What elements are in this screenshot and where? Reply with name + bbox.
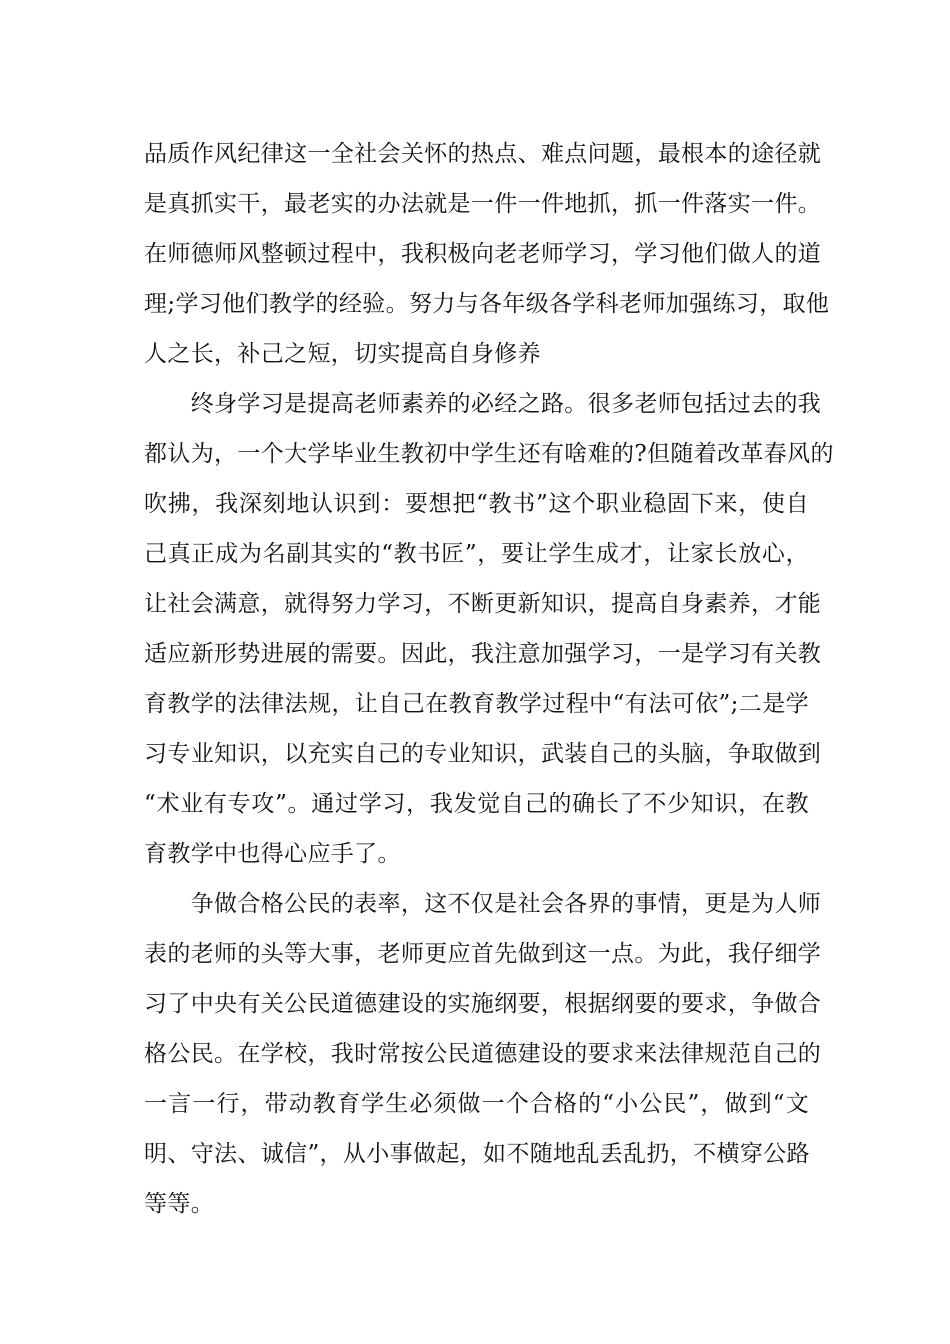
text-line: 育教学的法律法规，让自己在教育教学过程中“有法可依”;二是学 [144,691,809,717]
text-line: 一言一行，带动教育学生必须做一个合格的“小公民”，做到“文 [144,1091,809,1117]
text-line: 格公民。在学校，我时常按公民道德建设的要求来法律规范自己的 [144,1041,822,1067]
text-line: 争做合格公民的表率，这不仅是社会各界的事情，更是为人师 [144,891,822,917]
document-body [144,129,834,1229]
text-line: 己真正成为名副其实的“教书匠”，要让学生成才，让家长放心， [144,541,809,567]
text-line: 在师德师风整顿过程中，我积极向老老师学习，学习他们做人的道 [144,241,822,267]
text-line: 适应新形势进展的需要。因此，我注意加强学习，一是学习有关教 [144,641,822,667]
text-line: 品质作风纪律这一全社会关怀的热点、难点问题，最根本的途径就 [144,141,822,167]
text-line: 理;学习他们教学的经验。努力与各年级各学科老师加强练习，取他 [144,291,830,317]
text-line: 都认为，一个大学毕业生教初中学生还有啥难的?但随着改革春风的 [144,441,834,467]
text-line: 习了中央有关公民道德建设的实施纲要，根据纲要的要求，争做合 [144,991,822,1017]
text-line: 吹拂，我深刻地认识到：要想把“教书”这个职业稳固下来，使自 [144,491,809,517]
text-line: 习专业知识，以充实自己的专业知识，武装自己的头脑，争取做到 [144,741,822,767]
text-line: 是真抓实干，最老实的办法就是一件一件地抓，抓一件落实一件。 [144,191,822,217]
text-line: 等等。 [144,1191,215,1217]
text-line: 人之长，补己之短，切实提高自身修养 [144,341,541,367]
text-line: 让社会满意，就得努力学习，不断更新知识，提高自身素养，才能 [144,591,822,617]
text-line: 表的老师的头等大事，老师更应首先做到这一点。为此，我仔细学 [144,941,822,967]
text-line: 终身学习是提高老师素养的必经之路。很多老师包括过去的我 [144,391,822,417]
text-line: 明、守法、诚信”，从小事做起，如不随地乱丢乱扔，不横穿公路 [144,1141,810,1167]
text-line: 育教学中也得心应手了。 [144,841,401,867]
text-line: “术业有专攻”。通过学习，我发觉自己的确长了不少知识，在教 [144,791,809,817]
